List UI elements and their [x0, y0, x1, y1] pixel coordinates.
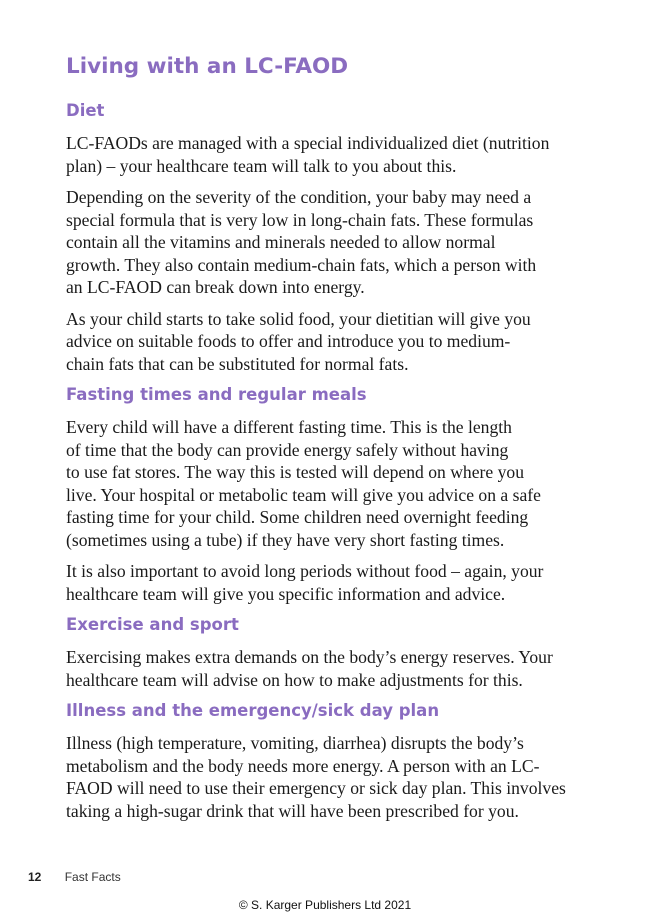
page-title: Living with an LC-FAOD [66, 54, 349, 79]
section-heading-illness: Illness and the emergency/sick day plan [66, 701, 440, 720]
paragraph: It is also important to avoid long periods without food – again, your healthcare team will give you specific information and advice. [66, 561, 544, 604]
page-number: 12 [28, 870, 42, 884]
page-footer [28, 870, 121, 884]
section-heading-exercise: Exercise and sport [66, 615, 239, 634]
paragraph: As your child starts to take solid food, your dietitian will give you advice on suitable foods to offer and introduce you to medium- chain fats that can be substituted for normal fats. [66, 308, 531, 374]
paragraph: LC-FAODs are managed with a special individualized diet (nutrition plan) – your healthcare team will talk to you about this. [66, 133, 550, 176]
paragraph: Depending on the severity of the condition, your baby may need a special formula that is very low in long-chain fats. These formulas contain all the vitamins and minerals needed to allow normal growth. They also contain medium-chain fats, which a person with an LC-FAOD can break down into energy. [66, 187, 537, 297]
page-content [66, 52, 596, 831]
section-heading-fasting: Fasting times and regular meals [66, 385, 367, 404]
paragraph: Illness (high temperature, vomiting, diarrhea) disrupts the body’s metabolism and the body needs more energy. A person with an LC- FAOD will need to use their emergency or sick day plan. This involves taking a high-sugar drink that will have been prescribed for you. [66, 733, 566, 821]
paragraph: Exercising makes extra demands on the body’s energy reserves. Your healthcare team will advise on how to make adjustments for this. [66, 647, 553, 690]
section-heading-diet: Diet [66, 101, 105, 120]
paragraph: Every child will have a different fasting time. This is the length of time that the body can provide energy safely without having to use fat stores. The way this is tested will depend on where you live. Your hospital or metabolic team will give you advice on a safe fasting time for your child. Some children need overnight feeding (sometimes using a tube) if they have very short fasting times. [66, 417, 541, 550]
series-name: Fast Facts [64, 870, 121, 884]
copyright-notice: © S. Karger Publishers Ltd 2021 [238, 898, 412, 912]
